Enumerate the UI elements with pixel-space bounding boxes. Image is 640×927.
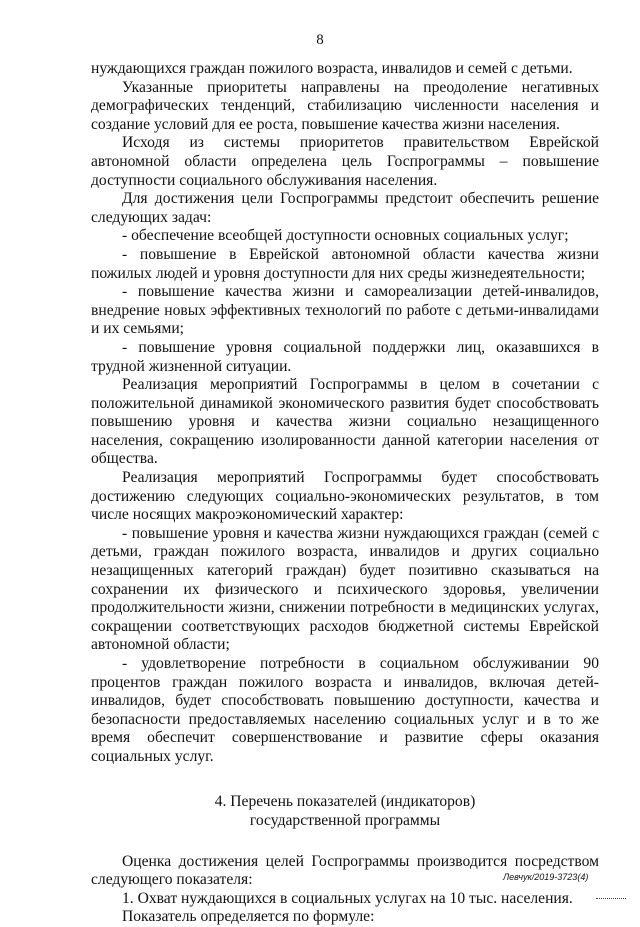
body-paragraph: 1. Охват нуждающихся в социальных услугах на 10 тыс. населения. [122,889,573,907]
body-paragraph: Оценка достижения целей Госпрограммы производится посредством следующего показателя: [91,852,599,889]
body-paragraph: нуждающихся граждан пожилого возраста, инвалидов и семей с детьми. [91,60,573,77]
section-heading-line-1: 4. Перечень показателей (индикаторов) [214,792,476,810]
body-paragraph: Исходя из системы приоритетов правительством Еврейской автономной области определена цель Госпрограммы – повышение доступности социального обслуживания населения. [91,134,599,189]
paragraphs-before-heading [91,60,599,767]
section-heading-line-2: государственной программы [249,811,441,829]
paragraphs-after-heading [91,853,599,927]
body-paragraph: - удовлетворение потребности в социальном обслуживании 90 процентов граждан пожилого возраста и инвалидов, включая детей-инвалидов, будет способствовать повышению доступности, качества и безопасности предоставляемых населению социальных услуг и в то же время обеспечит совершенствование и развитие сферы оказания социальных услуг. [91,655,599,765]
body-paragraph: - повышение уровня и качества жизни нуждающихся граждан (семей с детьми, граждан пожилого возраста, инвалидов и других социально незащищенных категорий граждан) будет позитивно сказываться на сохранении их физического и психического здоровья, увеличении продолжительности жизни, снижении потребности в медицинских услугах, сокращении соответствующих расходов бюджетной системы Еврейской автономной области; [91,524,599,654]
body-paragraph: Показатель определяется по формуле: [122,908,375,926]
scan-artifact [596,898,626,901]
body-paragraph: Реализация мероприятий Госпрограммы в целом в сочетании с положительной динамикой экономического развития будет способствовать повышению уровня и качества жизни социально незащищенного населения, сокращению изолированности данной категории населения от общества. [91,376,599,468]
body-paragraph: - повышение качества жизни и самореализации детей-инвалидов, внедрение новых эффективных технологий по работе с детьми-инвалидами и их семьями; [91,283,599,338]
body-paragraph: - повышение уровня социальной поддержки лиц, оказавшихся в трудной жизненной ситуации. [91,338,599,375]
section-heading [91,792,599,830]
page-number: 8 [316,32,324,48]
document-body [91,60,599,927]
body-paragraph: - обеспечение всеобщей доступности основных социальных услуг; [122,227,569,245]
document-registration-code: Левчук/2019-3723(4) [503,872,589,882]
body-paragraph: Для достижения цели Госпрограммы предстоит обеспечить решение следующих задач: [91,190,599,226]
body-paragraph: Реализация мероприятий Госпрограммы будет способствовать достижению следующих социально-экономических результатов, в том числе носящих макроэкономический характер: [91,469,599,524]
body-paragraph: - повышение в Еврейской автономной области качества жизни пожилых людей и уровня доступности для них среды жизнедеятельности; [91,245,599,282]
body-paragraph: Указанные приоритеты направлены на преодоление негативных демографических тенденций, стабилизацию численности населения и создание условий для ее роста, повышение качества жизни населения. [91,78,599,133]
